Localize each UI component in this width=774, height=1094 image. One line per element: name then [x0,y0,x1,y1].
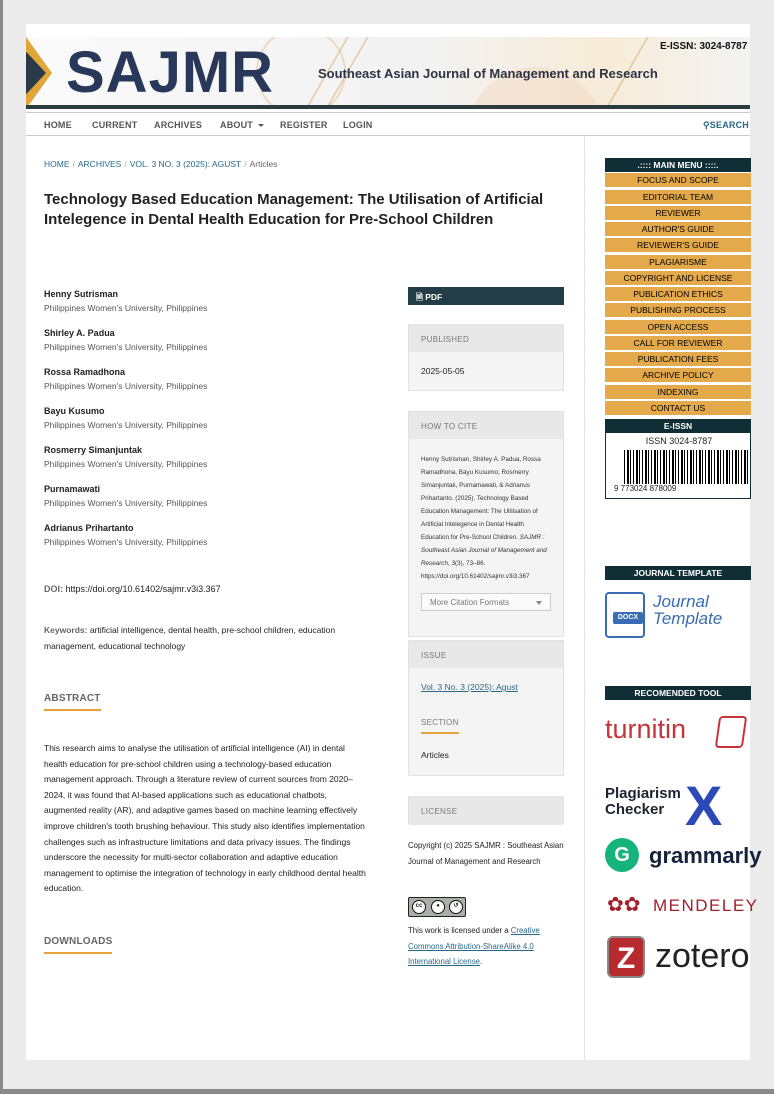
license-link[interactable]: Creative Commons Attribution-ShareAlike 4.0 International License [408,926,540,966]
pdf-download-button[interactable] [408,287,564,305]
license-end: . [479,957,483,966]
author-affiliation: Philippines Women's University, Philippines [44,537,208,547]
turnitin-icon [715,716,747,748]
author-item [44,445,207,469]
downloads-heading [44,936,112,954]
menu-item-focus-scope[interactable]: FOCUS AND SCOPE [605,173,751,188]
chevron-down-icon [536,601,542,605]
barcode-icon [624,450,748,484]
menu-item-publication-fees[interactable]: PUBLICATION FEES [605,352,751,367]
journal-template-header: JOURNAL TEMPLATE [605,566,751,580]
banner-eissn: E-ISSN: 3024-8787 [660,41,748,52]
by-icon: ● [431,900,445,914]
nav-home[interactable]: HOME [44,120,72,130]
cc-icon: cc [412,900,426,914]
menu-item-archive-policy[interactable]: ARCHIVE POLICY [605,368,751,383]
author-item [44,484,207,508]
column-divider [584,136,585,1060]
cc-by-sa-badge[interactable] [408,897,466,917]
menu-item-reviewers-guide[interactable]: REVIEWER'S GUIDE [605,238,751,253]
sa-icon: ↺ [449,900,463,914]
author-item [44,328,207,352]
keywords-value: artificial intelligence, dental health, pre-school children, education management, educational technology [44,625,336,651]
menu-item-call-for-reviewer[interactable]: CALL FOR REVIEWER [605,336,751,351]
more-citation-label: More Citation Formats [430,598,510,607]
abstract-text: This research aims to analyse the utilisation of artificial intelligence (AI) in dental health education for pre-school children using a technology-based education management approach. Through a literature review of current sources from 2020–2024, it was found that AI-based applications such as educational chatbots, augmented reality (AR), and adaptive games based on machine learning effectively improve children's tooth brushing behaviour. This study also identifies implementation challenges such as infrastructure limitations and data privacy issues. The findings underscore the necessity for multi-sector collaboration and adaptive education management to optimise the integration of technology in early childhood dental health education. [44,743,366,894]
journal-template-link[interactable] [605,590,751,640]
author-name: Bayu Kusumo [44,406,105,416]
author-affiliation: Philippines Women's University, Philippines [44,381,208,391]
author-name: Rosmerry Simanjuntak [44,445,143,455]
copyright-text: Copyright (c) 2025 SAJMR : Southeast Asian Journal of Management and Research [408,841,564,866]
author-name: Shirley A. Padua [44,328,115,338]
nav-current[interactable]: CURRENT [92,120,138,130]
author-item [44,289,207,313]
author-affiliation: Philippines Women's University, Philippines [44,420,208,430]
docx-file-icon [605,592,645,638]
recommended-tool-header: RECOMENDED TOOL [605,686,751,700]
issue-label: ISSUE [409,641,563,668]
eissn-header: E-ISSN [605,419,751,433]
abstract-heading [44,693,101,711]
author-affiliation: Philippines Women's University, Philippines [44,459,208,469]
search-icon: ⚲ [703,120,710,130]
breadcrumb: HOME / ARCHIVES / VOL. 3 NO. 3 (2025): AGUST / Articles [44,159,278,169]
file-pdf-icon: 🗎 [416,292,423,302]
author-name: Henny Sutrisman [44,289,119,299]
grammarly-logo[interactable] [605,838,762,874]
mendeley-logo[interactable] [605,890,759,920]
breadcrumb-archives[interactable]: ARCHIVES [77,159,122,169]
logo-chevron-icon [26,41,46,105]
published-box [408,324,564,391]
heading-underline [44,709,101,711]
article-title: Technology Based Education Management: The Utilisation of Artificial Intelegence in Dental Health Education for Pre-School Children [44,191,544,228]
nav-login[interactable]: LOGIN [343,120,373,130]
author-affiliation: Philippines Women's University, Philippines [44,303,208,313]
breadcrumb-home[interactable]: HOME [44,159,70,169]
x-mark-icon: X [685,774,723,837]
barcode-digits: 9 773024 878009 [614,484,677,493]
doi-label: DOI: [44,584,63,594]
menu-item-publishing-process[interactable]: PUBLISHING PROCESS [605,303,751,318]
issn-barcode[interactable] [605,433,751,499]
author-name: Purnamawati [44,484,101,494]
zotero-icon: Z [607,936,645,978]
menu-item-publication-ethics[interactable]: PUBLICATION ETHICS [605,287,751,302]
menu-item-authors-guide[interactable]: AUTHOR'S GUIDE [605,222,751,237]
plagiarism-checker-logo[interactable] [605,774,751,837]
mendeley-icon: ✿✿ [607,894,641,916]
author-item [44,406,207,430]
published-label: PUBLISHED [409,325,563,352]
menu-item-copyright-license[interactable]: COPYRIGHT AND LICENSE [605,271,751,286]
citation-body: Henny Sutrisman, Shirley A. Padua, Rossa Ramadhona, Bayu Kusumo, Rosmerry Simanjuntak, Purnamawati, & Adrianus Prihartanto. (2025). Technology Based Education Management: The Utilisation of Artificial Intelegence in Dental Health Education for Pre-School Children. [421,456,541,541]
issue-box [408,640,564,776]
chevron-down-icon [258,124,264,127]
heading-underline [44,952,112,954]
nav-about-label: ABOUT [220,120,253,130]
author-item [44,523,207,547]
author-affiliation: Philippines Women's University, Philippines [44,498,208,508]
menu-item-open-access[interactable]: OPEN ACCESS [605,320,751,335]
grammarly-icon: G [605,838,639,872]
how-to-cite-label: HOW TO CITE [409,412,563,439]
zotero-text: zotero [655,937,750,975]
abstract-heading-label: ABSTRACT [44,693,101,704]
author-item [44,367,207,391]
menu-item-indexing[interactable]: INDEXING [605,385,751,400]
author-name: Rossa Ramadhona [44,367,126,377]
citation-tail: (3), 73–86. https://doi.org/10.61402/sajmr.v3i3.367 [421,560,530,580]
issue-link[interactable]: Vol. 3 No. 3 (2025): Agust [421,682,518,692]
nav-about[interactable] [220,120,264,130]
heading-underline [421,732,459,734]
journal-subtitle: Southeast Asian Journal of Management and Research [318,66,658,81]
journal-banner[interactable] [26,37,750,109]
nav-search[interactable] [703,120,749,131]
docx-label: DOCX [613,612,643,624]
menu-item-contact-us[interactable]: CONTACT US [605,401,751,416]
pdf-button-label: PDF [425,292,443,302]
citation-text [421,453,551,583]
journal-template-text: Journal Template [653,592,723,628]
license-statement [408,923,564,970]
turnitin-text: turnitin [605,714,687,744]
turnitin-logo[interactable] [605,714,686,745]
nav-archives[interactable]: ARCHIVES [154,120,203,130]
window-left-border [0,0,3,1094]
main-menu-header: .:::: MAIN MENU ::::. [605,158,751,172]
license-intro: This work is licensed under a [408,926,509,935]
license-label: LICENSE [409,797,563,825]
keywords-label: Keywords: [44,625,88,635]
main-nav [26,112,750,136]
journal-logo[interactable]: SAJMR [66,40,275,105]
keywords [44,623,374,654]
downloads-heading-label: DOWNLOADS [44,936,113,947]
menu-item-plagiarisme[interactable]: PLAGIARISME [605,255,751,270]
published-date: 2025-05-05 [421,366,465,376]
issn-text: ISSN 3024-8787 [645,436,713,446]
breadcrumb-current: Articles [249,159,278,169]
citation-journal: SAJMR : Southeast Asian Journal of Management and Research, 3 [421,534,547,567]
mendeley-text: MENDELEY [653,896,759,915]
nav-register[interactable]: REGISTER [280,120,328,130]
license-box [408,796,564,824]
journal-page [26,24,762,1060]
section-value: Articles [421,750,449,760]
menu-item-editorial-team[interactable]: EDITORIAL TEAM [605,190,751,205]
doi-link[interactable]: https://doi.org/10.61402/sajmr.v3i3.367 [65,584,221,594]
doi-line [44,584,221,594]
breadcrumb-issue[interactable]: VOL. 3 NO. 3 (2025): AGUST [129,159,242,169]
author-name: Adrianus Prihartanto [44,523,134,533]
window-bottom-border [0,1089,774,1094]
nav-search-label: SEARCH [709,120,750,130]
how-to-cite-box [408,411,564,637]
section-label: SECTION [421,718,459,727]
more-citation-formats-dropdown[interactable] [421,593,551,611]
menu-item-reviewer[interactable]: REVIEWER [605,206,751,221]
zotero-logo[interactable] [605,934,751,982]
author-affiliation: Philippines Women's University, Philippines [44,342,208,352]
plagiarism-checker-text: Plagiarism Checker [605,785,681,818]
grammarly-text: grammarly [649,843,762,868]
